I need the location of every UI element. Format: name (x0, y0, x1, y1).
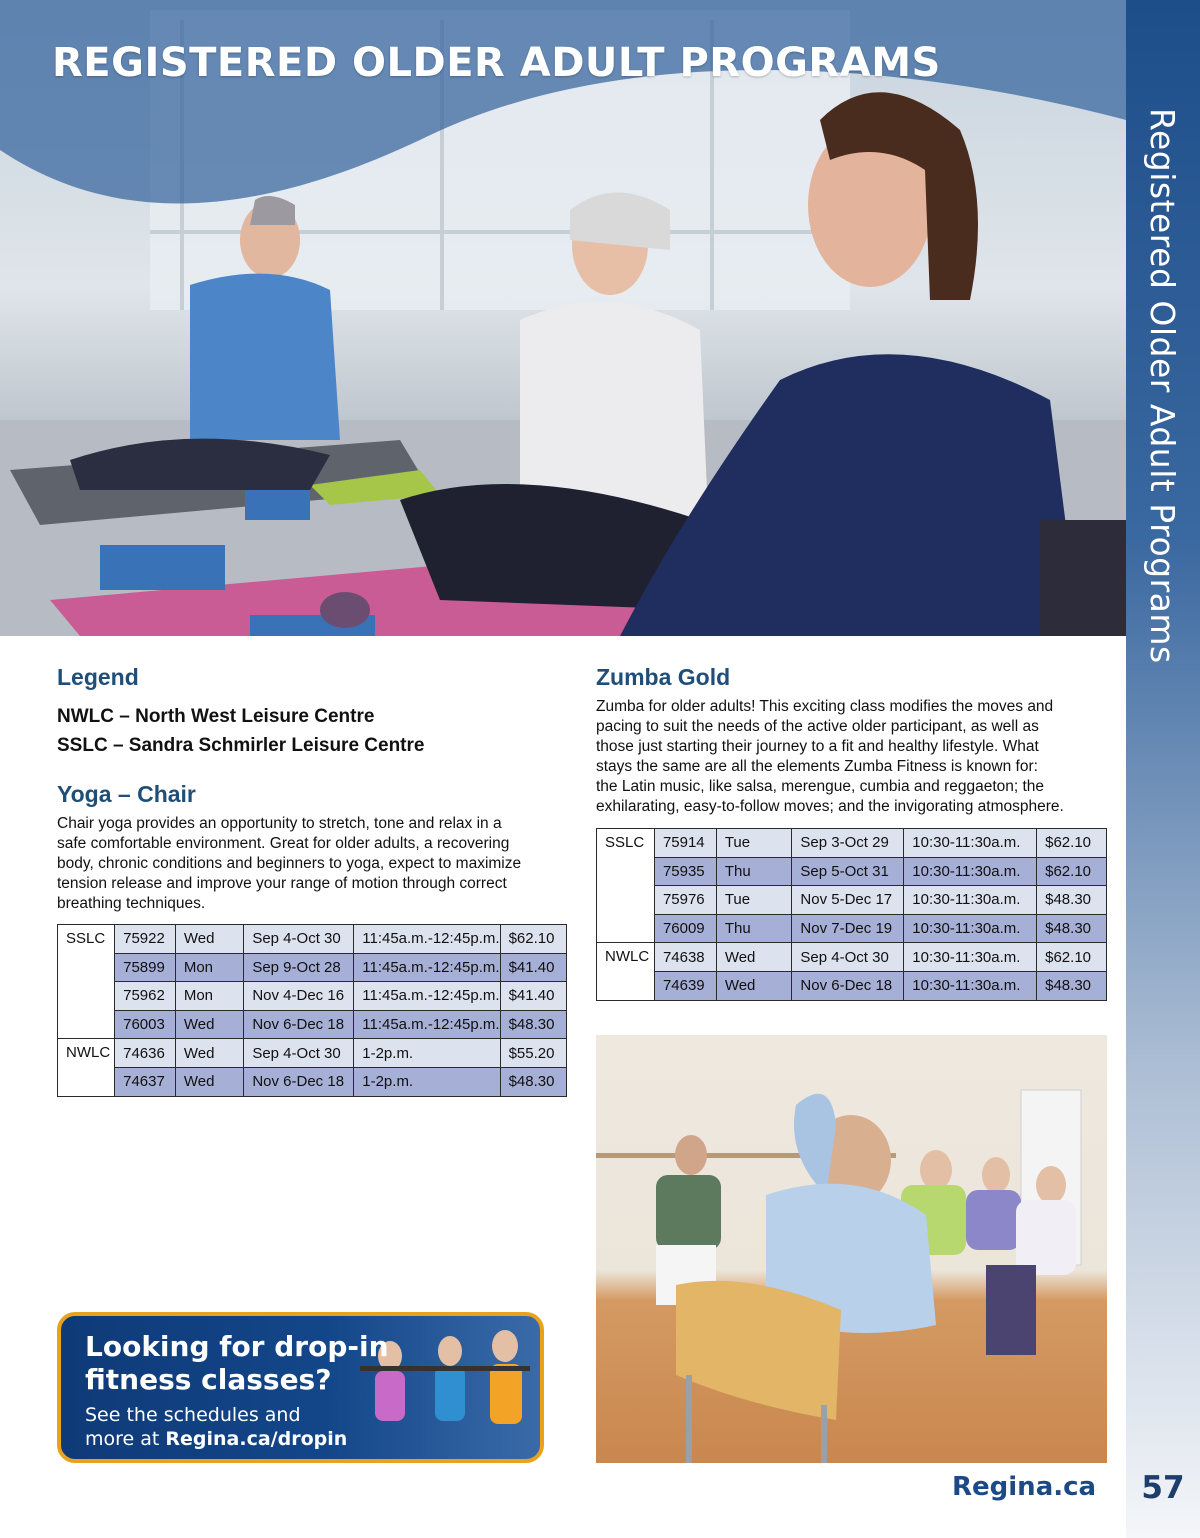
dates-cell: Sep 4-Oct 30 (244, 925, 354, 954)
day-cell: Wed (716, 943, 792, 972)
dates-cell: Sep 9-Oct 28 (244, 953, 354, 982)
price-cell: $48.30 (500, 1010, 566, 1039)
table-row (597, 829, 1107, 858)
location-cell: SSLC (58, 925, 115, 1039)
table-row (58, 953, 567, 982)
day-cell: Wed (175, 1067, 243, 1096)
dates-cell: Nov 7-Dec 19 (792, 914, 904, 943)
day-cell: Mon (175, 953, 243, 982)
day-cell: Wed (175, 1039, 243, 1068)
legend-heading: Legend (57, 664, 139, 690)
yoga-chair-schedule-table (57, 924, 567, 1097)
page-title: REGISTERED OLDER ADULT PROGRAMS (52, 40, 941, 86)
course-code: 74639 (654, 971, 716, 1000)
banner-subtext-prefix: more at (85, 1428, 166, 1450)
day-cell: Tue (716, 886, 792, 915)
price-cell: $62.10 (500, 925, 566, 954)
price-cell: $41.40 (500, 953, 566, 982)
location-cell: NWLC (58, 1039, 115, 1096)
day-cell: Tue (716, 829, 792, 858)
legend-item-nwlc: NWLC – North West Leisure Centre (57, 706, 375, 727)
price-cell: $41.40 (500, 982, 566, 1011)
course-code: 75914 (654, 829, 716, 858)
price-cell: $62.10 (1037, 829, 1107, 858)
dropin-link[interactable]: Regina.ca/dropin (165, 1428, 348, 1450)
table-row (58, 1039, 567, 1068)
banner-subtext-line2 (85, 1428, 347, 1450)
hero-photo (0, 0, 1126, 636)
chair-fitness-photo (596, 1035, 1107, 1463)
zumba-gold-schedule-table (596, 828, 1107, 1001)
banner-headline-line1: Looking for drop-in (85, 1330, 389, 1363)
description-line: Chair yoga provides an opportunity to stretch, tone and relax in a (57, 815, 502, 832)
dates-cell: Sep 3-Oct 29 (792, 829, 904, 858)
course-code: 76003 (115, 1010, 176, 1039)
table-row (58, 982, 567, 1011)
time-cell: 10:30-11:30a.m. (904, 886, 1037, 915)
day-cell: Thu (716, 914, 792, 943)
course-code: 75899 (115, 953, 176, 982)
page-number: 57 (1141, 1470, 1185, 1506)
description-line: those just starting their journey to a fit and healthy lifestyle. What (596, 738, 1039, 755)
description-line: breathing techniques. (57, 895, 206, 912)
course-code: 74637 (115, 1067, 176, 1096)
price-cell: $48.30 (1037, 971, 1107, 1000)
banner-subtext-line1: See the schedules and (85, 1404, 301, 1426)
table-row (597, 914, 1107, 943)
price-cell: $48.30 (1037, 914, 1107, 943)
course-code: 76009 (654, 914, 716, 943)
banner-headline-line2: fitness classes? (85, 1363, 332, 1396)
day-cell: Wed (175, 925, 243, 954)
time-cell: 10:30-11:30a.m. (904, 914, 1037, 943)
description-line: safe comfortable environment. Great for older adults, a recovering (57, 835, 510, 852)
time-cell: 11:45a.m.-12:45p.m. (354, 1010, 500, 1039)
course-code: 75922 (115, 925, 176, 954)
dates-cell: Nov 6-Dec 18 (792, 971, 904, 1000)
chair-fitness-illustration (596, 1035, 1107, 1463)
course-code: 74636 (115, 1039, 176, 1068)
description-line: the Latin music, like salsa, merengue, cumbia and reggaeton; the (596, 778, 1045, 795)
table-row (597, 857, 1107, 886)
time-cell: 10:30-11:30a.m. (904, 943, 1037, 972)
price-cell: $62.10 (1037, 943, 1107, 972)
course-code: 75962 (115, 982, 176, 1011)
description-line: tension release and improve your range of motion through correct (57, 875, 507, 892)
website-link[interactable]: Regina.ca (952, 1472, 1097, 1502)
dates-cell: Nov 6-Dec 18 (244, 1067, 354, 1096)
location-cell: SSLC (597, 829, 655, 943)
time-cell: 11:45a.m.-12:45p.m. (354, 953, 500, 982)
table-row (58, 1010, 567, 1039)
day-cell: Mon (175, 982, 243, 1011)
day-cell: Wed (175, 1010, 243, 1039)
dates-cell: Sep 4-Oct 30 (792, 943, 904, 972)
description-line: stays the same are all the elements Zumba Fitness is known for: (596, 758, 1038, 775)
price-cell: $48.30 (500, 1067, 566, 1096)
time-cell: 10:30-11:30a.m. (904, 829, 1037, 858)
description-line: body, chronic conditions and beginners to yoga, expect to maximize (57, 855, 522, 872)
time-cell: 1-2p.m. (354, 1039, 500, 1068)
dates-cell: Nov 6-Dec 18 (244, 1010, 354, 1039)
drop-in-fitness-banner[interactable] (57, 1312, 544, 1463)
yoga-chair-heading: Yoga – Chair (57, 781, 196, 807)
description-line: Zumba for older adults! This exciting class modifies the moves and (596, 698, 1054, 715)
table-row (597, 971, 1107, 1000)
legend-item-sslc: SSLC – Sandra Schmirler Leisure Centre (57, 735, 425, 756)
zumba-gold-description (596, 697, 1064, 817)
section-side-title: Registered Older Adult Programs (1143, 108, 1182, 664)
day-cell: Wed (716, 971, 792, 1000)
table-row (597, 886, 1107, 915)
price-cell: $48.30 (1037, 886, 1107, 915)
course-code: 74638 (654, 943, 716, 972)
description-line: pacing to suit the needs of the active older participant, as well as (596, 718, 1039, 735)
time-cell: 10:30-11:30a.m. (904, 857, 1037, 886)
time-cell: 10:30-11:30a.m. (904, 971, 1037, 1000)
time-cell: 11:45a.m.-12:45p.m. (354, 982, 500, 1011)
table-row (597, 943, 1107, 972)
table-row (58, 1067, 567, 1096)
table-row (58, 925, 567, 954)
price-cell: $55.20 (500, 1039, 566, 1068)
description-line: exhilarating, easy-to-follow moves; and the invigorating atmosphere. (596, 798, 1064, 815)
course-code: 75976 (654, 886, 716, 915)
dates-cell: Sep 4-Oct 30 (244, 1039, 354, 1068)
zumba-gold-heading: Zumba Gold (596, 664, 731, 690)
title-wave-shape (0, 0, 1126, 240)
day-cell: Thu (716, 857, 792, 886)
price-cell: $62.10 (1037, 857, 1107, 886)
location-cell: NWLC (597, 943, 655, 1000)
dates-cell: Sep 5-Oct 31 (792, 857, 904, 886)
time-cell: 11:45a.m.-12:45p.m. (354, 925, 500, 954)
yoga-chair-description (57, 814, 521, 914)
time-cell: 1-2p.m. (354, 1067, 500, 1096)
dates-cell: Nov 5-Dec 17 (792, 886, 904, 915)
course-code: 75935 (654, 857, 716, 886)
dates-cell: Nov 4-Dec 16 (244, 982, 354, 1011)
